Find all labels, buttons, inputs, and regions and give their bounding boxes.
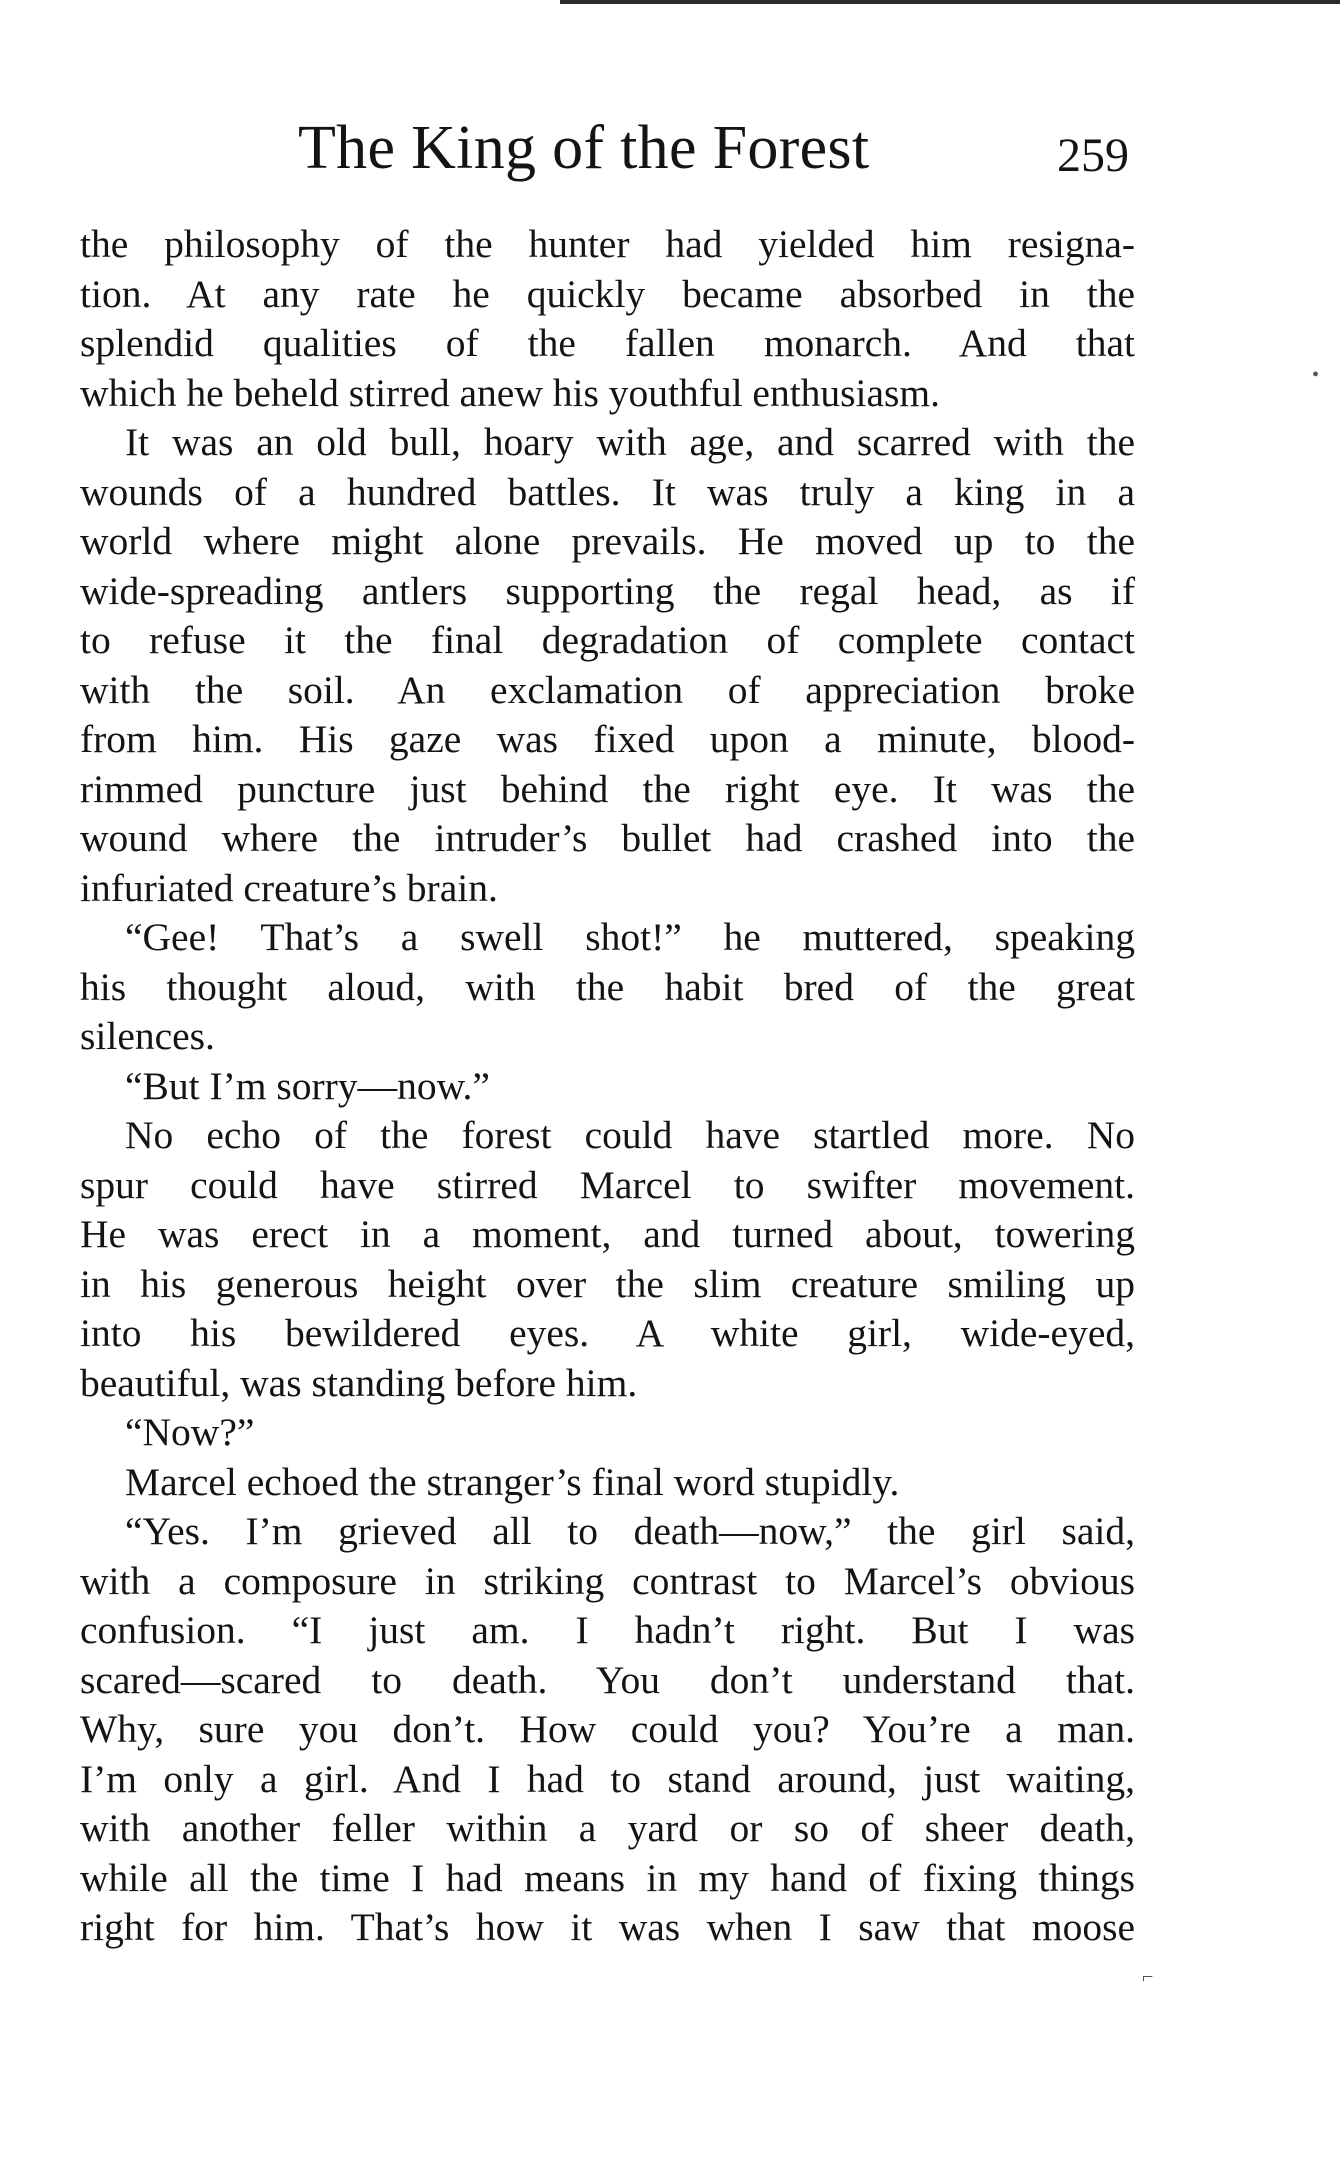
text-line: wounds of a hundred battles. It was truly a king in a [80, 469, 1135, 514]
text-line: infuriated creature’s brain. [80, 865, 498, 910]
body-text [80, 220, 1135, 1953]
text-line: to refuse it the final degradation of complete contact [80, 618, 1135, 662]
text-line: wound where the intruder’s bullet had crashed into the [80, 816, 1135, 860]
text-line: into his bewildered eyes. A white girl, wide-eyed, [80, 1311, 1135, 1355]
text-line: “But I’m sorry—now.” [125, 1063, 490, 1108]
text-line: world where might alone prevails. He moved up to the [80, 519, 1135, 563]
text-line: his thought aloud, with the habit bred of the great [80, 964, 1135, 1009]
text-line: silences. [80, 1014, 215, 1058]
text-line: It was an old bull, hoary with age, and scarred with the [125, 420, 1135, 464]
text-line: scared—scared to death. You don’t understand that. [80, 1657, 1135, 1702]
text-line: I’m only a girl. And I had to stand around, just waiting, [80, 1756, 1135, 1801]
text-line: He was erect in a moment, and turned about, towering [80, 1212, 1135, 1256]
margin-speck: • [1312, 364, 1320, 386]
text-line: while all the time I had means in my hand of fixing things [80, 1855, 1135, 1900]
text-line: right for him. That’s how it was when I saw that moose [80, 1905, 1135, 1949]
text-line: splendid qualities of the fallen monarch. And that [80, 321, 1135, 365]
text-line: confusion. “I just am. I hadn’t right. But I was [80, 1608, 1135, 1652]
text-line: “Yes. I’m grieved all to death—now,” the girl said, [125, 1509, 1135, 1553]
text-line: with another feller within a yard or so of sheer death, [80, 1806, 1135, 1850]
text-line: in his generous height over the slim creature smiling up [80, 1261, 1135, 1306]
chapter-title: The King of the Forest [298, 114, 870, 182]
text-line: which he beheld stirred anew his youthful enthusiasm. [80, 370, 941, 415]
text-line: “Now?” [125, 1410, 255, 1454]
text-line: “Gee! That’s a swell shot!” he muttered, speaking [125, 915, 1135, 959]
text-line: beautiful, was standing before him. [80, 1360, 638, 1405]
text-line: with the soil. An exclamation of appreciation broke [80, 667, 1135, 712]
text-line: Marcel echoed the stranger’s final word stupidly. [125, 1459, 900, 1504]
text-line: No echo of the forest could have startled more. No [125, 1113, 1135, 1157]
margin-speck: ⌐ [1142, 1966, 1154, 1988]
text-line: wide-spreading antlers supporting the regal head, as if [80, 568, 1135, 613]
text-line: the philosophy of the hunter had yielded him resigna- [80, 222, 1135, 266]
text-line: tion. At any rate he quickly became absorbed in the [80, 271, 1135, 316]
text-line: Why, sure you don’t. How could you? You’re a man. [80, 1707, 1135, 1751]
text-line: from him. His gaze was fixed upon a minute, blood- [80, 717, 1135, 761]
text-line: spur could have stirred Marcel to swifter movement. [80, 1162, 1135, 1207]
text-line: with a composure in striking contrast to Marcel’s obvious [80, 1558, 1135, 1603]
text-line: rimmed puncture just behind the right eye. It was the [80, 766, 1135, 811]
running-head [0, 108, 1340, 188]
page-number: 259 [1057, 129, 1129, 182]
